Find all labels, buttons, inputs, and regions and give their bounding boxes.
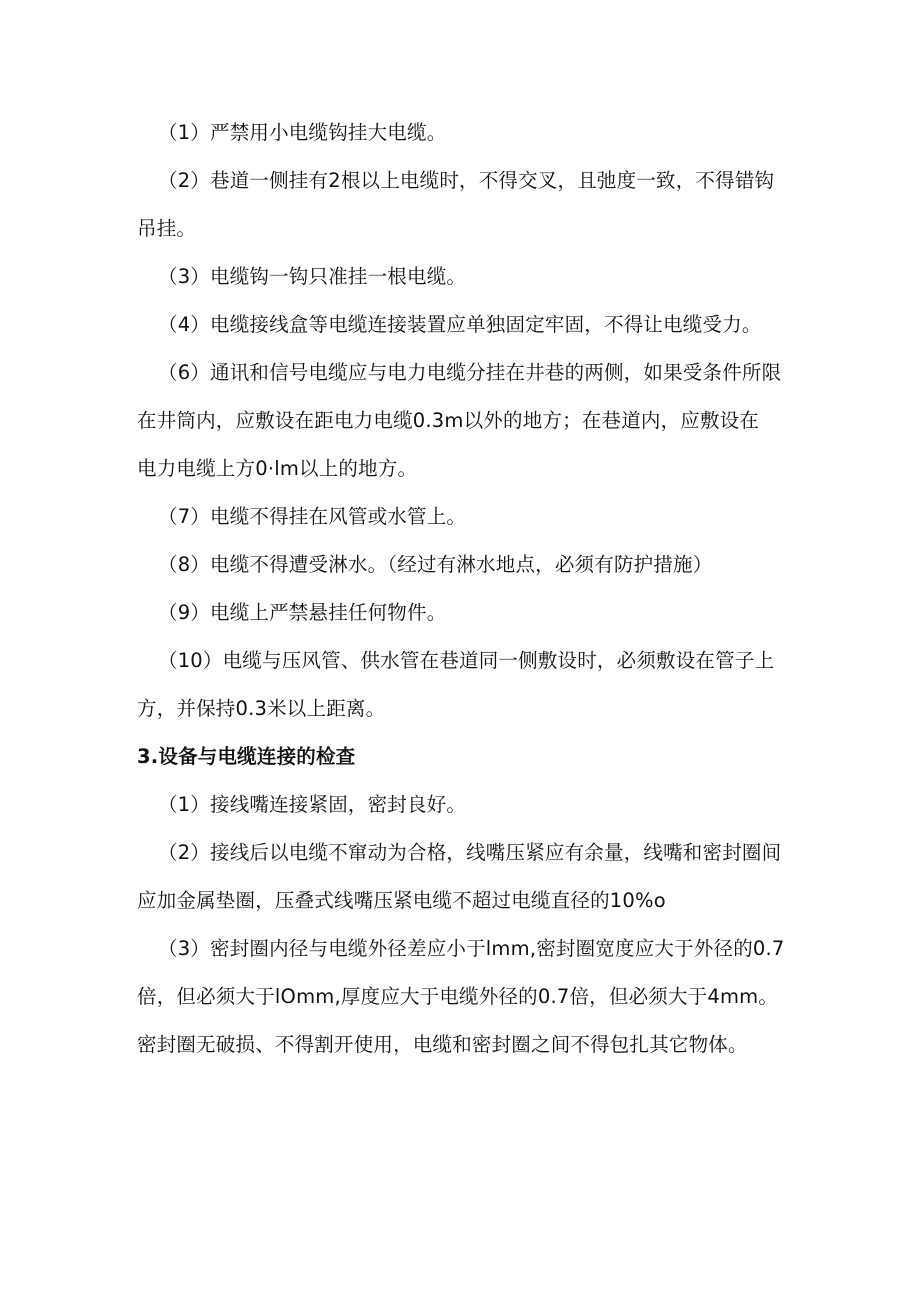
text-line: 吊挂。 <box>137 217 197 240</box>
text-line: （7）电缆不得挂在风管或水管上。 <box>158 505 467 528</box>
text-line: （10）电缆与压风管、供水管在巷道同一侧敷设时，必须敷设在管子上 <box>158 649 775 672</box>
text-line: 密封圈无破损、不得割开使用，电缆和密封圈之间不得包扎其它物体。 <box>137 1033 748 1056</box>
text-line: （1）接线嘴连接紧固，密封良好。 <box>158 793 467 816</box>
text-line: 方，并保持0.3米以上距离。 <box>137 697 386 720</box>
text-line: （4）电缆接线盒等电缆连接装置应单独固定牢固，不得让电缆受力。 <box>158 313 762 336</box>
text-line: （1）严禁用小电缆钩挂大电缆。 <box>158 121 447 144</box>
text-line: 在井筒内，应敷设在距电力电缆0.3m以外的地方；在巷道内，应敷设在 <box>137 409 760 432</box>
text-line: （2）巷道一侧挂有2根以上电缆时，不得交叉，且弛度一致，不得错钩 <box>158 169 775 192</box>
section-heading: 3.设备与电缆连接的检查 <box>137 745 356 768</box>
text-line: （3）密封圈内径与电缆外径差应小于lmm,密封圈宽度应大于外径的0.7 <box>158 937 785 960</box>
text-line: 电力电缆上方0·lm以上的地方。 <box>137 457 418 480</box>
text-line: （6）通讯和信号电缆应与电力电缆分挂在井巷的两侧，如果受条件所限 <box>158 361 782 384</box>
text-line: （2）接线后以电缆不窜动为合格，线嘴压紧应有余量，线嘴和密封圈间 <box>158 841 782 864</box>
text-line: （8）电缆不得遭受淋水。（经过有淋水地点，必须有防护措施） <box>158 553 713 576</box>
text-line: （3）电缆钩一钩只准挂一根电缆。 <box>158 265 467 288</box>
text-line: 倍，但必须大于lOmm,厚度应大于电缆外径的0.7倍，但必须大于4mm。 <box>137 985 779 1008</box>
text-line: 应加金属垫圈，压叠式线嘴压紧电缆不超过电缆直径的10%o <box>137 889 666 912</box>
text-line: （9）电缆上严禁悬挂任何物件。 <box>158 601 447 624</box>
